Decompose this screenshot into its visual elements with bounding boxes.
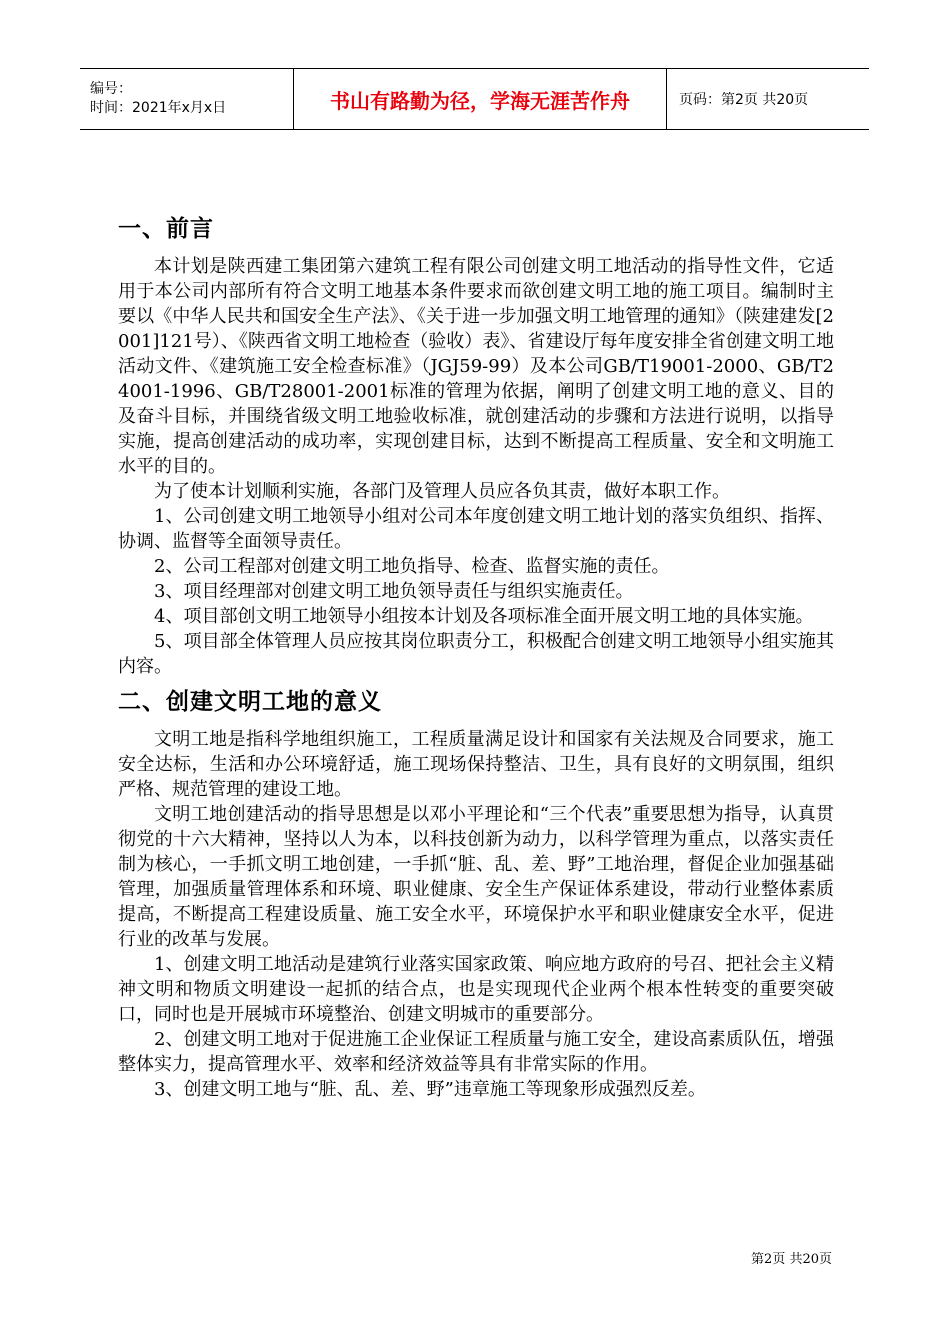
- section-heading-significance: 二、创建文明工地的意义: [118, 689, 382, 715]
- header-page-label: 页码：第2页 共20页: [679, 92, 809, 108]
- document-body: [118, 212, 834, 1102]
- paragraph: 3、项目经理部对创建文明工地负领导责任与组织实施责任。: [154, 581, 634, 602]
- header-info-cell: [80, 69, 294, 129]
- section-heading-preface: 一、前言: [118, 216, 214, 242]
- paragraph: 2、公司工程部对创建文明工地负指导、检查、监督实施的责任。: [154, 556, 670, 577]
- paragraph: 3、创建文明工地与“脏、乱、差、野”违章施工等现象形成强烈反差。: [154, 1079, 706, 1100]
- header-motto: 书山有路勤为径，学海无涯苦作舟: [294, 69, 667, 129]
- paragraph: 5、项目部全体管理人员应按其岗位职责分工，积极配合创建文明工地领导小组实施其内容。: [118, 631, 834, 677]
- paragraph: 为了使本计划顺利实施，各部门及管理人员应各负其责，做好本职工作。: [154, 481, 730, 502]
- document-time-label: 时间：2021年x月x日: [90, 100, 227, 116]
- page-header: [80, 68, 869, 130]
- paragraph: 2、创建文明工地对于促进施工企业保证工程质量与施工安全，建设高素质队伍，增强整体实力，提高管理水平、效率和经济效益等具有非常实际的作用。: [118, 1029, 834, 1075]
- paragraph: 文明工地创建活动的指导思想是以邓小平理论和“三个代表”重要思想为指导，认真贯彻党的十六大精神，坚持以人为本，以科技创新为动力，以科学管理为重点，以落实责任制为核心，一手抓文明工地创建，一手抓“脏、乱、差、野”工地治理，督促企业加强基础管理，加强质量管理体系和环境、职业健康、安全生产保证体系建设，带动行业整体素质提高，不断提高工程建设质量、施工安全水平，环境保护水平和职业健康安全水平，促进行业的改革与发展。: [118, 804, 834, 950]
- paragraph: 文明工地是指科学地组织施工，工程质量满足设计和国家有关法规及合同要求，施工安全达标，生活和办公环境舒适，施工现场保持整洁、卫生，具有良好的文明氛围，组织严格、规范管理的建设工地。: [118, 729, 834, 800]
- paragraph: 1、公司创建文明工地领导小组对公司本年度创建文明工地计划的落实负组织、指挥、协调、监督等全面领导责任。: [118, 506, 834, 552]
- document-number-label: 编号：: [90, 81, 132, 97]
- paragraph: 1、创建文明工地活动是建筑行业落实国家政策、响应地方政府的号召、把社会主义精神文明和物质文明建设一起抓的结合点，也是实现现代企业两个根本性转变的重要突破口，同时也是开展城市环境整治、创建文明城市的重要部分。: [118, 954, 834, 1025]
- page-footer-number: 第2页 共20页: [751, 1252, 832, 1267]
- paragraph: 本计划是陕西建工集团第六建筑工程有限公司创建文明工地活动的指导性文件，它适用于本公司内部所有符合文明工地基本条件要求而欲创建文明工地的施工项目。编制时主要以《中华人民共和国安全生产法》、《关于进一步加强文明工地管理的通知》（陕建建发[2001]121号）、《陕西省文明工地检查（验收）表》、省建设厅每年度安排全省创建文明工地活动文件、《建筑施工安全检查标准》（JGJ59-99）及本公司GB/T19001-2000、GB/T24001-1996、GB/T28001-2001标准的管理为依据，阐明了创建文明工地的意义、目的及奋斗目标，并围绕省级文明工地验收标准，就创建活动的步骤和方法进行说明，以指导实施，提高创建活动的成功率，实现创建目标，达到不断提高工程质量、安全和文明施工水平的目的。: [118, 256, 834, 477]
- paragraph: 4、项目部创文明工地领导小组按本计划及各项标准全面开展文明工地的具体实施。: [154, 606, 814, 627]
